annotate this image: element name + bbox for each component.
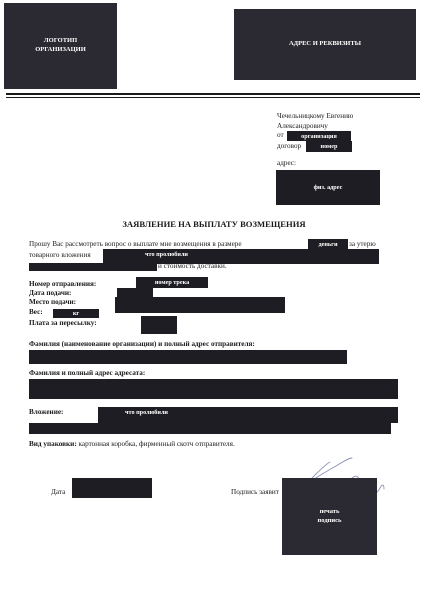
physical-address-value: физ. адрес <box>313 184 343 191</box>
sender-label: Фамилия (наименование организации) и полный адрес отправителя: <box>29 340 255 348</box>
header-rule-bottom <box>6 97 420 99</box>
fee-redaction <box>141 316 177 334</box>
date-redaction <box>117 288 153 297</box>
packaging-label: Вид упаковки: <box>29 440 77 448</box>
item-value: что пролюбили <box>145 251 189 258</box>
weight-value: кг <box>72 310 80 317</box>
weight-redaction <box>53 309 99 318</box>
physical-address-redaction <box>276 170 380 205</box>
fee-label: Плата за пересылку: <box>29 319 97 327</box>
from-label: от <box>277 131 284 139</box>
money-value: деньги <box>318 240 338 248</box>
body-line-3-end: и стоимость доставки. <box>158 262 227 270</box>
place-label: Место подачи: <box>29 298 77 306</box>
logo-box <box>4 3 117 89</box>
packaging-value: картонная коробка, фирменный скотч отправителя. <box>78 440 235 448</box>
address-requisites-label: АДРЕС И РЕКВИЗИТЫ <box>288 40 362 48</box>
document-title: ЗАЯВЛЕНИЕ НА ВЫПЛАТУ ВОЗМЕЩЕНИЯ <box>122 219 306 229</box>
tracking-redaction <box>136 277 208 288</box>
contents-value: что пролюбили <box>125 408 169 416</box>
recipient-line-1: Чечельницкому Евгению <box>277 112 354 120</box>
header-rule-top <box>6 93 420 95</box>
signature-label: Подпись заявит <box>231 488 279 496</box>
body-line-1-start: Прошу Вас рассмотреть вопрос о выплате мне возмещения в размере <box>29 240 242 248</box>
receiver-redaction <box>29 379 398 399</box>
stamp-signature-box <box>282 478 377 555</box>
logo-line-1: ЛОГОТИП <box>43 37 78 45</box>
receiver-label: Фамилия и полный адрес адресата: <box>29 369 146 377</box>
contents-redaction <box>98 407 398 423</box>
body-line-1-end: за утерю <box>349 240 376 248</box>
contract-number-redaction <box>306 141 352 152</box>
address-label: адрес: <box>277 159 296 167</box>
stamp-line-1: печать <box>319 507 340 515</box>
tracking-value: номер трека <box>154 279 190 286</box>
organization-value: организация <box>301 132 337 140</box>
item-redaction <box>103 249 379 264</box>
place-redaction <box>115 297 285 313</box>
logo-line-2: ОРГАНИЗАЦИИ <box>35 46 86 53</box>
footer-date-label: Дата <box>51 488 66 496</box>
organization-redaction <box>287 131 351 141</box>
tracking-label: Номер отправления: <box>29 280 97 288</box>
contract-label: договор <box>277 142 302 150</box>
address-requisites-box <box>234 9 416 80</box>
stamp-line-2: подпись <box>317 516 342 524</box>
body-line-2-start: товарного вложения <box>29 251 91 259</box>
recipient-line-2: Александровичу <box>277 121 328 130</box>
contents-label: Вложение: <box>29 408 64 416</box>
contract-number-value: номер <box>320 143 338 150</box>
body-line-3-redaction <box>29 263 157 271</box>
sender-redaction <box>29 350 347 364</box>
weight-label: Вес: <box>29 308 43 316</box>
packaging-line <box>29 441 235 448</box>
contents-redaction-line-2 <box>29 423 391 434</box>
money-redaction <box>308 239 348 249</box>
footer-date-redaction <box>72 478 152 498</box>
date-label: Дата подачи: <box>29 289 72 297</box>
